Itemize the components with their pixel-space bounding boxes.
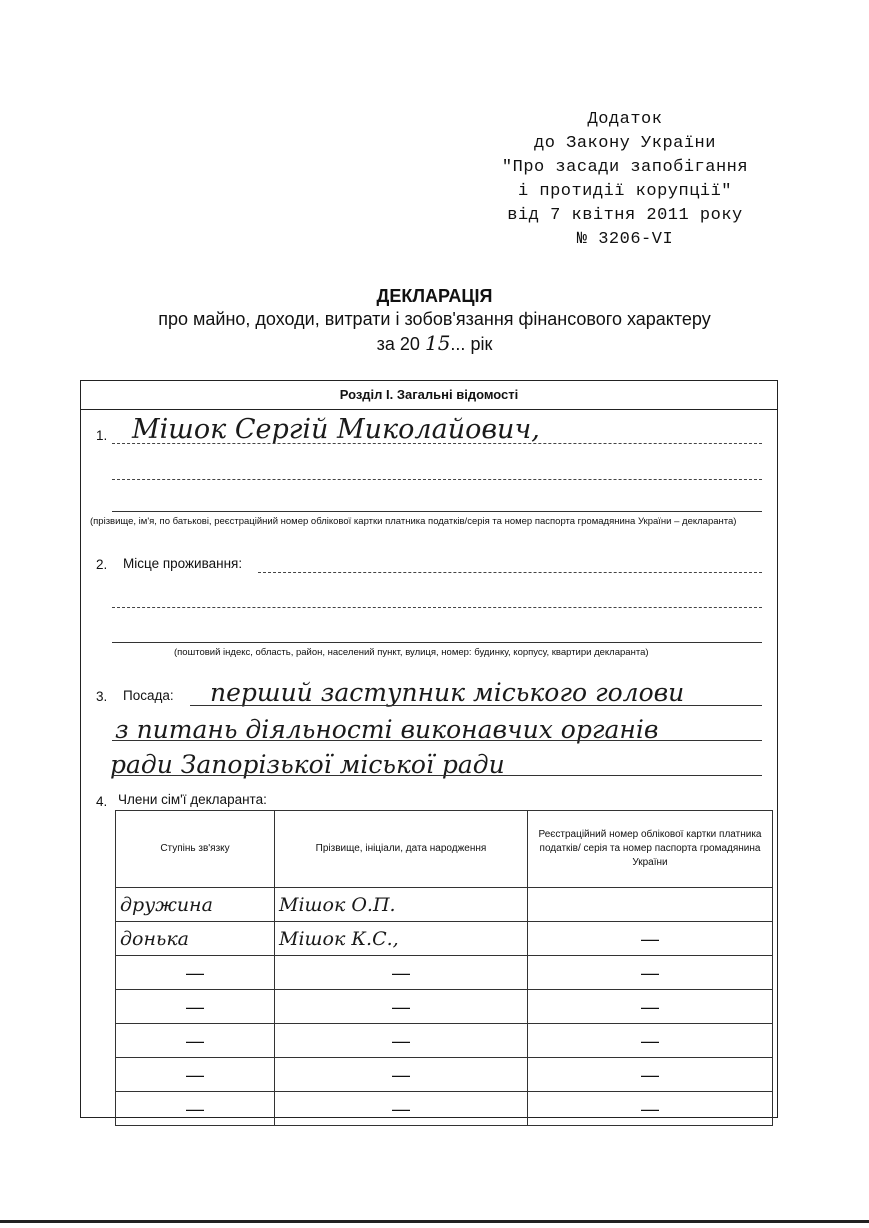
appendix-line: до Закону України bbox=[534, 134, 716, 153]
relation-cell: — bbox=[116, 990, 275, 1024]
relation-cell: донька bbox=[116, 922, 275, 956]
page-bottom-edge bbox=[0, 1220, 869, 1223]
table-row bbox=[116, 1024, 773, 1058]
id-cell bbox=[528, 888, 773, 922]
appendix-line: від 7 квітня 2011 року bbox=[507, 206, 743, 225]
table-row bbox=[116, 922, 773, 956]
field-line bbox=[112, 511, 762, 512]
id-cell: — bbox=[528, 1058, 773, 1092]
declaration-year bbox=[0, 331, 869, 355]
field-line bbox=[258, 572, 762, 573]
declarant-name: Мішок Сергій Миколайович, bbox=[132, 414, 540, 445]
relation-cell: — bbox=[116, 1092, 275, 1126]
field-line bbox=[112, 443, 762, 444]
field-line bbox=[112, 775, 762, 776]
item4-number: 4. bbox=[96, 794, 108, 809]
family-members-table bbox=[115, 810, 773, 1126]
year-prefix: за 20 bbox=[376, 334, 420, 354]
declaration-subtitle: про майно, доходи, витрати і зобов'язання фінансового характеру bbox=[158, 309, 711, 329]
table-row bbox=[116, 1092, 773, 1126]
declaration-title: ДЕКЛАРАЦІЯ bbox=[376, 286, 493, 306]
position-line-2: з питань діяльності виконавчих органів bbox=[115, 715, 659, 744]
appendix-line: "Про засади запобігання bbox=[501, 158, 749, 177]
col-id: Реєстраційний номер облікової картки платника податків/ серія та номер паспорта громадянина України bbox=[528, 811, 773, 888]
year-dots: ... bbox=[450, 334, 466, 354]
col-name: Прізвище, ініціали, дата народження bbox=[275, 811, 528, 888]
col-relation: Ступінь зв'язку bbox=[116, 811, 275, 888]
relation-cell: — bbox=[116, 1058, 275, 1092]
field-line bbox=[112, 740, 762, 741]
table-header-row bbox=[116, 811, 773, 888]
id-cell: — bbox=[528, 1092, 773, 1126]
table-row bbox=[116, 990, 773, 1024]
relation-cell: — bbox=[116, 1024, 275, 1058]
id-cell: — bbox=[528, 922, 773, 956]
residence-label: Місце проживання: bbox=[123, 556, 243, 571]
name-cell: — bbox=[275, 1092, 528, 1126]
name-cell: — bbox=[275, 956, 528, 990]
relation-cell: дружина bbox=[116, 888, 275, 922]
item1-caption: (прізвище, ім'я, по батькові, реєстраційний номер облікової картки платника податків/серія та номер паспорта громадянина України – декларанта) bbox=[90, 516, 737, 527]
field-line bbox=[112, 642, 762, 643]
id-cell: — bbox=[528, 990, 773, 1024]
id-cell: — bbox=[528, 956, 773, 990]
year-value: 15 bbox=[424, 331, 451, 355]
appendix-line: № 3206-VI bbox=[576, 230, 674, 249]
item1-number: 1. bbox=[96, 428, 108, 443]
year-suffix: рік bbox=[470, 334, 493, 354]
family-label: Члени сім'ї декларанта: bbox=[118, 792, 267, 807]
item2-caption: (поштовий індекс, область, район, населений пункт, вулиця, номер: будинку, корпусу, квартири декларанта) bbox=[174, 647, 649, 658]
section-header: Розділ І. Загальні відомості bbox=[81, 381, 777, 410]
name-cell: — bbox=[275, 1058, 528, 1092]
item3-number: 3. bbox=[96, 689, 108, 704]
position-label: Посада: bbox=[123, 688, 174, 703]
name-cell: — bbox=[275, 1024, 528, 1058]
appendix-line: і протидії корупції" bbox=[517, 182, 733, 201]
table-row bbox=[116, 888, 773, 922]
item2-number: 2. bbox=[96, 557, 108, 572]
position-line-3: ради Запорізької міської ради bbox=[110, 750, 505, 779]
field-line bbox=[112, 479, 762, 480]
name-cell: Мішок О.П. bbox=[275, 888, 528, 922]
relation-cell: — bbox=[116, 956, 275, 990]
field-line bbox=[112, 607, 762, 608]
appendix-block bbox=[440, 108, 810, 252]
id-cell: — bbox=[528, 1024, 773, 1058]
field-line bbox=[190, 705, 762, 706]
name-cell: — bbox=[275, 990, 528, 1024]
appendix-line: Додаток bbox=[587, 110, 663, 129]
position-line-1: перший заступник міського голови bbox=[210, 678, 685, 707]
table-row bbox=[116, 1058, 773, 1092]
name-cell: Мішок К.С., bbox=[275, 922, 528, 956]
table-row bbox=[116, 956, 773, 990]
